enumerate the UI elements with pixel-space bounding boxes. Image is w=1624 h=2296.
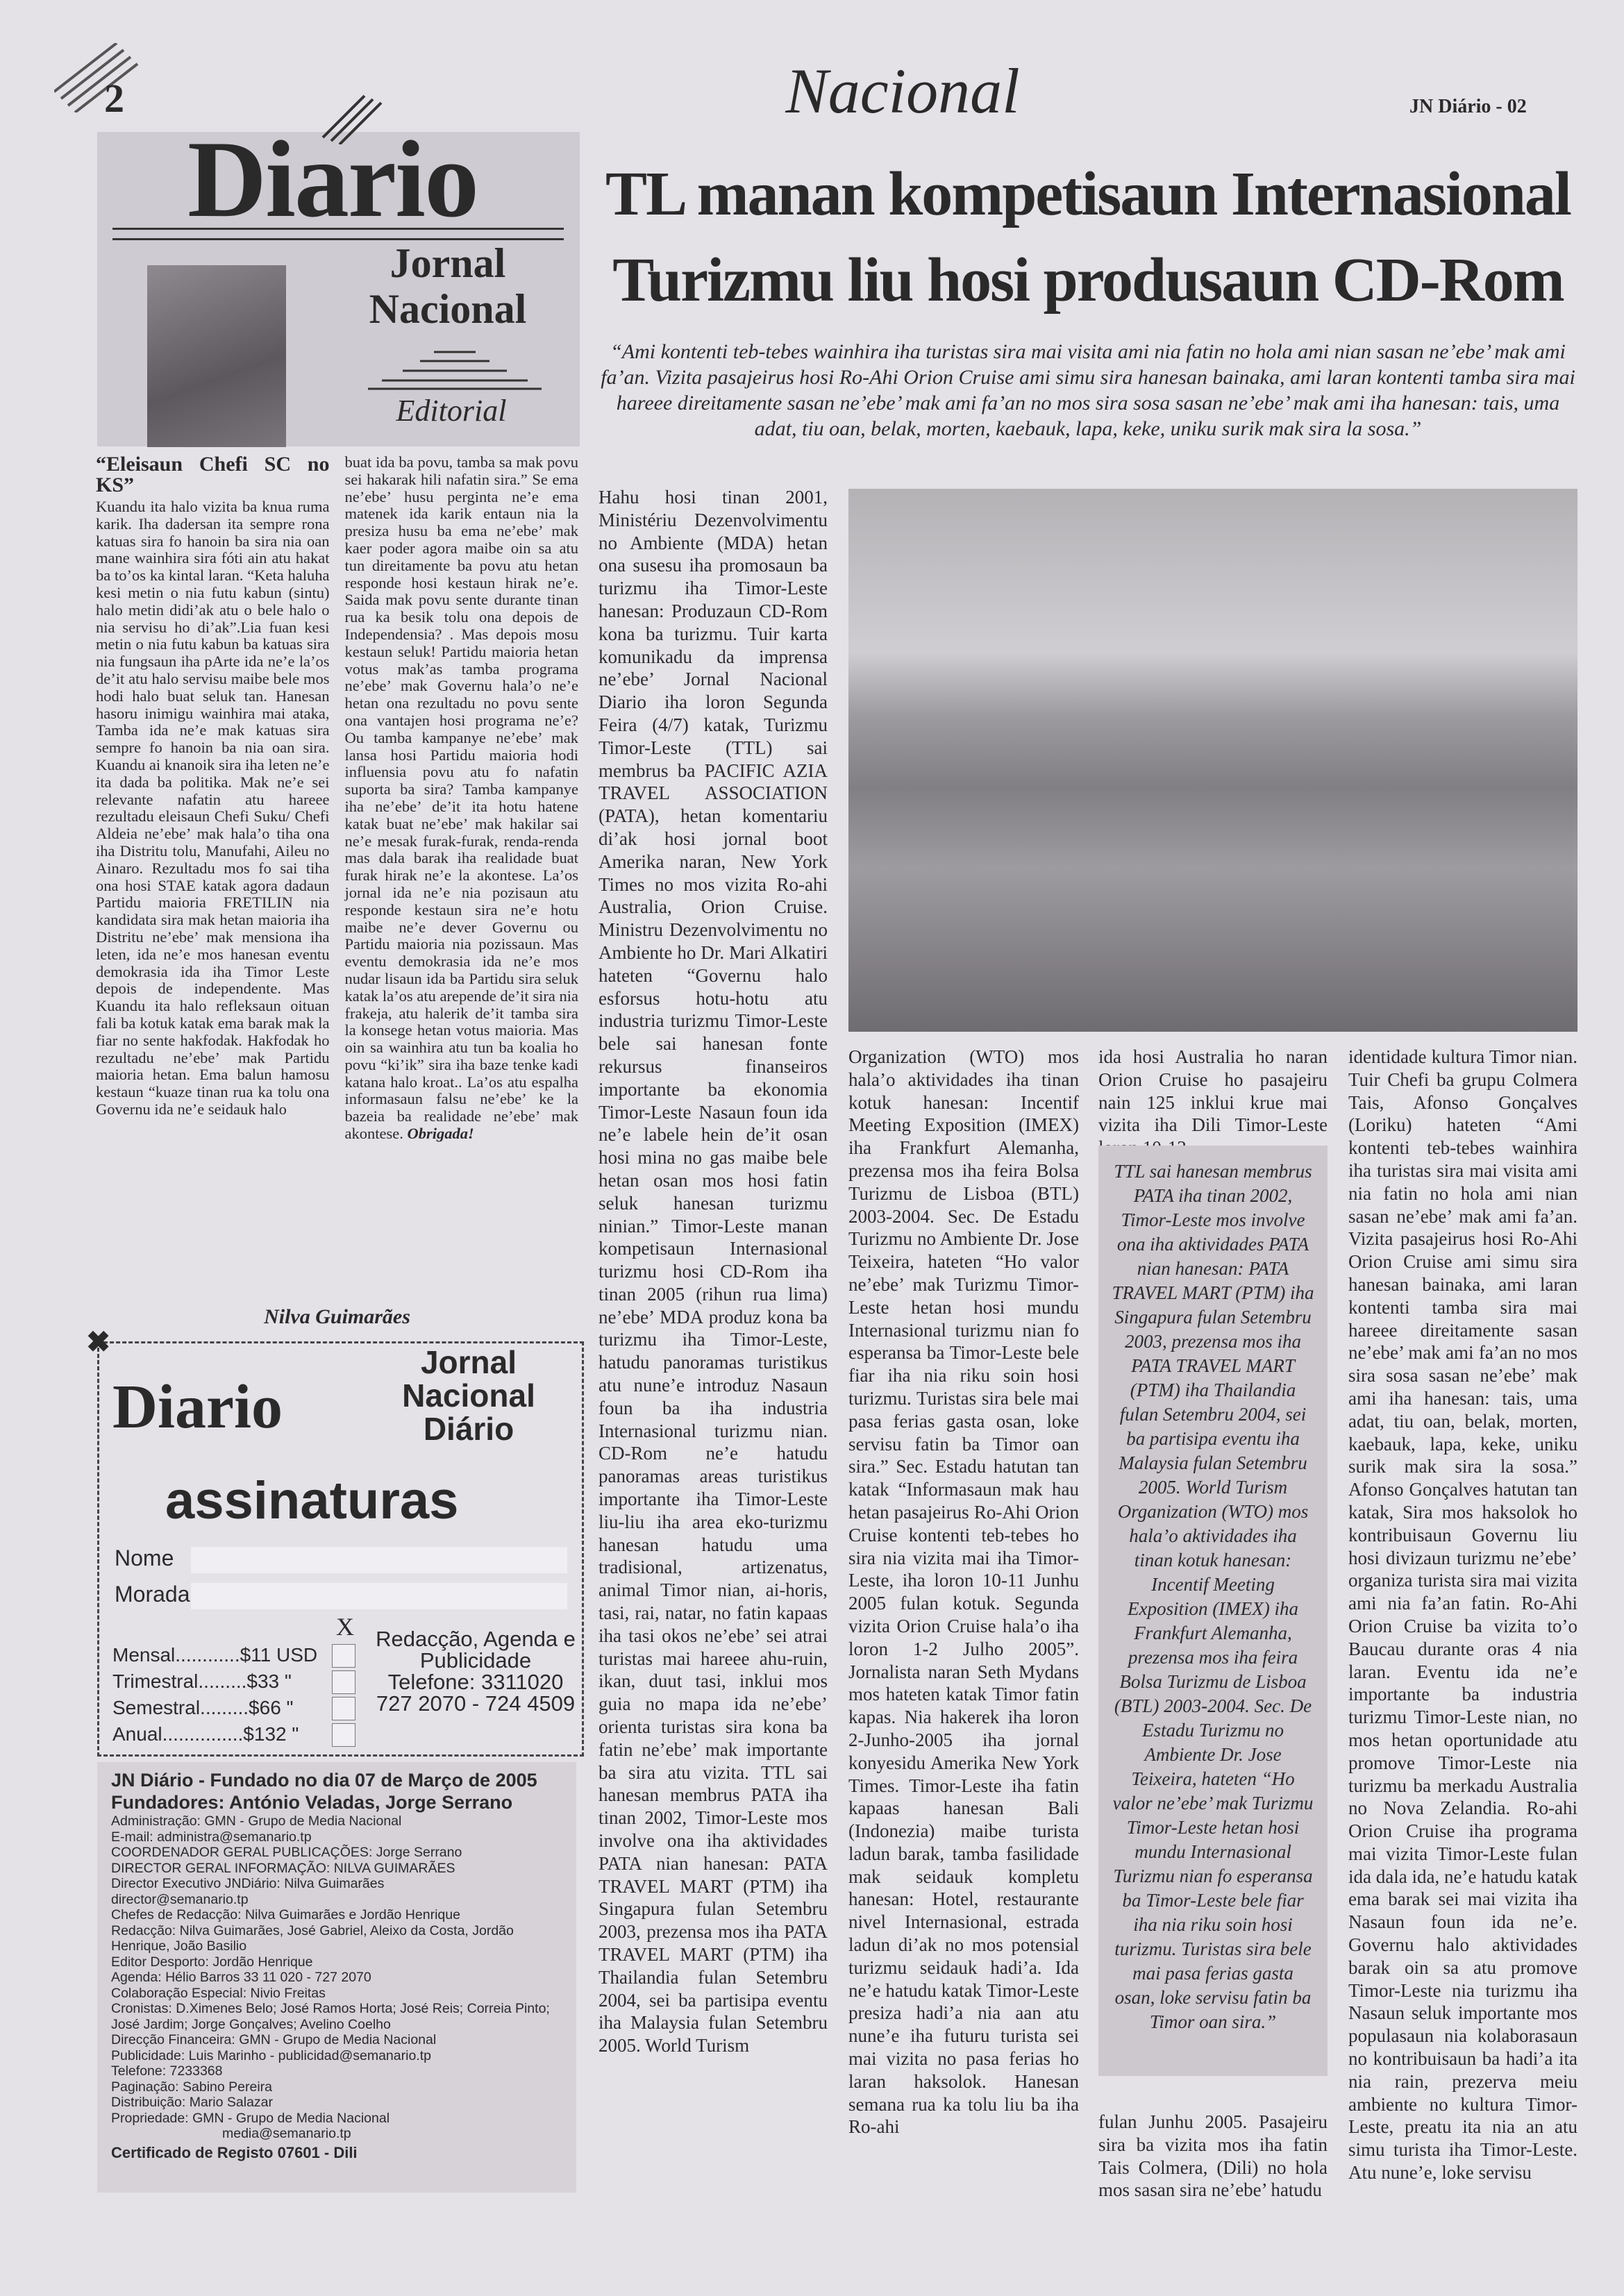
- credits-line: Publicidade: Luis Marinho - publicidad@semanario.tp: [111, 2047, 431, 2063]
- address-field[interactable]: [191, 1583, 567, 1609]
- credits-line: Administração: GMN - Grupo de Media Nacional: [111, 1813, 402, 1829]
- section-title: Nacional: [785, 56, 1020, 126]
- article-column-1: Hahu hosi tinan 2001, Ministériu Dezenvolvimentu no Ambiente (MDA) hetan ona susesu iha promosaun ba turizmu iha Timor-Leste hanesan: Produzaun CD-Rom kona ba turizmu. Tuir karta komunikadu da imprensa ne’ebe’ Jornal Nacional Diario iha loron Segunda Feira (4/7) katak, Turizmu Timor-Leste (TTL) sai membrus ba PACIFIC AZIA TRAVEL ASSOCIATION (PATA), hetan komentariu di’ak hosi jornal boot Amerika naran, New York Times no mos vizita Ro-ahi Australia, Orion Cruise. Ministru Dezenvolvimentu no Ambiente ho Dr. Mari Alkatiri hateten “Governu halo esforsus hotu-hotu atu industria turizmu Timor-Leste bele sai hanesan fonte rekursus finanseiros importante ba ekonomia Timor-Leste Nasaun foun ida ne’e labele hein de’it osan hosi mina no gas maibe bele hetan osan mos hosi fatin seluk hanesan turizmu ninian.” Timor-Leste manan kompetisaun Internasional turizmu hosi CD-Rom iha tinan 2005 (rihun rua lima) ne’ebe’ MDA produz kona ba turizmu iha Timor-Leste, hatudu panoramas turistikus atu nune’e introduz Nasaun foun ba iha industria Internasional turizmu nian. CD-Rom ne’e hatudu panoramas areas turistikus importante iha Timor-Leste liu-liu iha area eko-turizmu hanesan hatudu uma tradisional, artizenatus, animal Timor nian, ai-horis, tasi, rai, natar, no fatin kapaas iha tasi okos ne’ebe’ sei atrai turistas mai hareee ahu-ruin, ikan, duut tasi, inklui mos guia no mapa ida ne’ebe’ orienta turistas sira kona ba fatin ne’ebe’ mak importante ba sira atu vizita. TTL sai hanesan membrus PATA iha tinan 2002, Timor-Leste mos involve ona iha aktividades PATA nian hanesan: PATA TRAVEL MART (PTM) iha Singapura fulan Setembru 2003, prezensa mos iha PATA TRAVEL MART (PTM) iha Thailandia fulan Setembru 2004, sei ba partisipa eventu iha Malaysia fulan Setembru 2005. World Turism: [598, 487, 828, 2056]
- credits-line: Distribuição: Mario Salazar: [111, 2095, 274, 2110]
- page-reference: JN Diário - 02: [1409, 96, 1527, 117]
- price-annual: Anual...............$132 ": [112, 1723, 299, 1745]
- credits-line: Direcção Financeira: GMN - Grupo de Media Nacional: [111, 2032, 437, 2047]
- editorial-label: Editorial: [396, 394, 507, 428]
- masthead-credits: [97, 1762, 576, 2193]
- article-headline: [598, 151, 1577, 324]
- pull-quote-sidebar: TTL sai hanesan membrus PATA iha tinan 2002, Timor-Leste mos involve ona iha aktividades PATA nian hanesan: PATA TRAVEL MART (PTM) iha Singapura fulan Setembru 2003, prezensa mos iha PATA TRAVEL MART (PTM) iha Thailandia fulan Setembru 2004, sei ba partisipa eventu iha Malaysia fulan Setembru 2005. World Turism Organization (WTO) mos hala’o aktividades iha tinan kotuk hanesan: Incentif Meeting Exposition (IMEX) iha Frankfurt Alemanha, prezensa mos iha feira Bolsa Turizmu de Lisboa (BTL) 2003-2004. Sec. De Estadu Turizmu no Ambiente Dr. Jose Teixeira, hateten “Ho valor ne’ebe’ mak Turizmu Timor-Leste hetan hosi mundu Internasional Turizmu nian fo esperansa ba Timor-Leste bele fiar iha nia riku soin hosi turizmu. Turistas sira bele mai pasa ferias gasta osan, loke servisu fatin ba Timor oan sira.”: [1098, 1146, 1328, 2076]
- x-mark: X: [336, 1613, 354, 1641]
- subscription-masthead: Jornal Nacional Diário: [402, 1344, 535, 1447]
- credits-line: COORDENADOR GERAL PUBLICAÇÕES: Jorge Serrano: [111, 1845, 462, 1860]
- article-column-4: identidade kultura Timor nian. Tuir Chefi ba grupu Colmera Tais, Afonso Gonçalves (Loriku) hateten “Ami kontenti teb-tebes wainhira iha turistas sira mai visita ami nia fatin no hola ami nian sasan ne’ebe’ mak ami fa’an. Vizita pasajeirus hosi Ro-Ahi Orion Cruise ami simu sira hanesan bainaka, ami laran kontenti tamba sira mai hareee direitamente sasan ne’ebe’ mak ami fa’an no mos sira sosa sasan ne’ebe’ mak ami iha hanesan: tais, uma adat, tiu oan, belak, morten, kaebauk, lapa, keke, uniku surik mak sira la sosa.” Afonso Gonçalves hatutan tan katak, Sira mos haksolok ho kontribuisaun Governu liu hosi divizaun turizmu ne’ebe’ organiza turista sira mai vizita ami nia fa’an fatin. Ro-Ahi Orion Cruise ba vizita to’o Baucau durante oras 4 nia laran. Eventu ida ne’e importante ba industria turizmu Timor-Leste nian, no mos hetan oportunidade atu promove Timor-Leste nia turizmu ba merkadu Australia no Nova Zelandia. Ro-ahi Orion Cruise iha programa mai vizita Timor-Leste fulan ida dala ida, ne’e hatudu katak ema barak sei mai vizita iha Nasaun foun ida ne’e. Governu halo aktividades barak oin sa atu promove Timor-Leste nia turizmu iha Nasaun seluk importante mos populasaun nia kolaborasaun no kontribuisaun ba hadi’a ita nia rain, prezerva meiu ambiente no kultura Timor-Leste, preatu ita nia an atu simu turista iha Timor-Leste. Atu nune’e, loke servisu: [1348, 1046, 1577, 2184]
- checkbox-annual[interactable]: [332, 1723, 355, 1747]
- masthead-nacional: Nacional: [369, 286, 527, 332]
- article-column-3: ida hosi Australia ho naran Orion Cruise ho pasajeiru nain 125 inklui krue mai vizita iha Dili Timor-Leste: [1098, 1046, 1328, 1136]
- headline-line-1: TL manan kompetisaun Internasional: [605, 160, 1571, 228]
- name-label: Nome: [115, 1545, 174, 1570]
- author-photo: [147, 265, 286, 447]
- credits-line: DIRECTOR GERAL INFORMAÇÃO: NILVA GUIMARÃES: [111, 1860, 455, 1876]
- address-label: Morada: [115, 1582, 190, 1607]
- credits-certificate: Certificado de Registo 07601 - Dili: [111, 2143, 358, 2161]
- credits-line: Telefone: 7233368: [111, 2063, 223, 2079]
- scissors-icon: ✖: [86, 1327, 111, 1359]
- credits-line: Director Executivo JNDiário: Nilva Guimarães: [111, 1876, 385, 1891]
- editorial-paragraph-1: Kuandu ita halo vizita ba knua ruma karik. Iha dadersan ita sempre rona katuas sira fo hanoin ba sira nia oan mane wainhira sira fóti ain atu hakat ba to’os ka kintal laran. “Keta haluha kesi metin o nia futu kabun (sintu) halo metin didi’ak atu o bele halo o nia servisu ho di’ak”.Lia fuan kesi metin o nia futu kabun ba katuas sira nia fungsaun iha pArte ida ne’e la’os de’it atu halo servisu maibe bele mos hodi halo buat seluk tan. Hanesan hasoru inimigu wainhira mai ataka, Tamba ida ne’e mak katuas sira sempre fo hanoin ba nia oan sira. Kuandu ai knanoik sira iha leten ne’e ita dada ba politika. Mak ne’e sei relevante nafatin atu hareee rezultadu eleisaun Chefi Suku/ Chefi Aldeia ne’ebe’ mak hala’o tiha ona iha Distritu tolu, Manufahi, Aileu no Ainaro. Rezultadu mos fo sai tiha ona hosi STAE katak agora dadaun Partidu maioria FRETILIN nia kandidata sira mak hetan maioria iha Distritu ne’ebe’ mak mensiona iha leten, ida ne’e mos hanesan eventu demokrasia ida iha Timor Leste depois de independente. Mas Kuandu ita halo refleksaun oituan fali ba kotuk katak ema barak mak la fiar no sente hakfodak. Hakfodak ho rezultadu ne’ebe’ mak Partidu maioria hetan. Ema balun hamosu kestaun “kuaze tinan rua ka tolu ona Governu ida ne’e seidauk halo: [96, 498, 330, 1118]
- checkbox-semester[interactable]: [332, 1697, 355, 1720]
- price-semester: Semestral.........$66 ": [112, 1697, 294, 1718]
- checkbox-monthly[interactable]: [332, 1644, 355, 1668]
- checkbox-quarterly[interactable]: [332, 1670, 355, 1694]
- credits-line: Redacção: Nilva Guimarães, José Gabriel, Aleixo da Costa, Jordão Henrique, João Basilio: [111, 1922, 514, 1954]
- credits-line: Chefes de Redacção: Nilva Guimarães e Jordão Henrique: [111, 1907, 460, 1922]
- price-monthly: Mensal............$11 USD: [112, 1644, 318, 1666]
- masthead-jornal: Jornal: [390, 240, 506, 286]
- beach-photo: [848, 489, 1577, 1032]
- page-number: 2: [104, 76, 124, 121]
- divider: [112, 228, 564, 240]
- headline-line-2: Turizmu liu hosi produsaun CD-Rom: [612, 246, 1564, 315]
- subscription-title: assinaturas: [165, 1471, 459, 1530]
- name-field[interactable]: [191, 1547, 567, 1573]
- credits-line: Colaboração Especial: Nivio Freitas: [111, 1985, 326, 2001]
- credits-line: Cronistas: D.Ximenes Belo; José Ramos Horta; José Reis; Correia Pinto; José Jardim; Jorge Gonçalves; Avelino Coelho: [111, 2001, 550, 2032]
- credits-line: director@semanario.tp: [111, 1891, 249, 1907]
- editorial-author: Nilva Guimarães: [264, 1305, 410, 1328]
- editorial-paragraph-2: buat ida ba povu, tamba sa mak povu sei hakarak hili nafatin sira.” Se ema ne’ebe’ husu perginta ne’e ema matenek ida karik entaun nia la presiza husu ba ema ne’ebe’ mak kaer poder agora maibe oin sa atu tun direitamente ba povu atu hetan responde hosi kestaun hirak ne’e. Saida mak povu sente durante tinan rua ka besik tolu ona depois de Independensia? . Mas depois mosu kestaun seluk! Partidu maioria hetan votus mak’as tamba programa ne’ebe’ mak Governu hala’o ne’e hetan ona rezultadu no povu sente ona vantajen hosi programa ne’e? Ou tamba kampanye ne’ebe’ mak lansa hosi Partidu maioria hodi influensia povu atu fo nafatin suporta ba sira? Tamba kampanye iha ne’ebe’ de’it ita hotu hatene katak buat ne’ebe’ mak hakilar sai ne’e mesak furak-furak, renda-renda mas dala barak iha realidade buat furak hirak ne’e la akontese. La’os jornal ida ne’e nia pozisaun atu responde kestaun sira ne’e hotu maibe ne’e dever Governu ou Partidu maioria nia pozissaun. Mas eventu demokrasia ida ne’e mos nudar lisaun ida ba Partidu sira seluk katak la’os atu arepende de’it sira nia frakeja, atu halerik de’it tamba sira la konsege hetan votus maioria. Mas oin sa wainhira atu tun ba koalia ho povu “ki’ik” sira iha baze tenke kadi katana halo kroat.. La’os atu espalha informasaun falsu ne’ebe’ ke la bazeia ba realidade ne’ebe’ mak akontese.: [344, 453, 578, 1143]
- subscription-contact: Redacção, Agenda e Publicidade Telefone: 3311020 727 2070 - 724 4509: [376, 1627, 576, 1716]
- editorial-signoff: Obrigada!: [407, 1125, 474, 1143]
- credits-line: Propriedade: GMN - Grupo de Media Nacional: [111, 2110, 390, 2126]
- credits-founders: Fundadores: António Veladas, Jorge Serrano: [111, 1792, 513, 1813]
- price-quarterly: Trimestral.........$33 ": [112, 1670, 292, 1692]
- credits-line: media@semanario.tp: [222, 2126, 351, 2141]
- subscription-brand: Diario: [112, 1373, 283, 1441]
- credits-line: E-mail: administra@semanario.tp: [111, 1829, 312, 1845]
- article-deck: “Ami kontenti teb-tebes wainhira iha turistas sira mai visita ami nia fatin no hola ami nian sasan ne’ebe’ mak ami fa’an. Vizita pasajeirus hosi Ro-Ahi Orion Cruise ami simu sira hanesan bainaka, ami laran kontenti tamba sira mai hareee direitamente sasan ne’ebe’ mak ami fa’an no mos sira sosa sasan ne’ebe’ mak ami iha hanesan: tais, uma adat, tiu oan, belak, morten, kaebauk, lapa, keke, uniku surik mak sira la sosa.”: [601, 340, 1575, 440]
- editorial-body: [96, 454, 578, 1143]
- credits-line: Paginação: Sabino Pereira: [111, 2079, 272, 2095]
- article-column-2: Organization (WTO) mos hala’o aktividades iha tinan kotuk hanesan: Incentif Meeting Exposition (IMEX) iha Frankfurt Alemanha, prezensa mos iha feira Bolsa Turizmu de Lisboa (BTL) 2003-2004. Sec. De Estadu Turizmu no Ambiente Dr. Jose Teixeira, hateten “Ho valor ne’ebe’ mak Turizmu Timor-Leste hetan hosi mundu Internasional turizmu nian fo esperansa ba Timor-Leste bele fiar iha nia riku soin hosi turizmu. Turistas sira bele mai pasa ferias gasta osan, loke servisu fatin ba Timor oan sira.” Sec. Estadu hatutan tan katak “Informasaun mak hau hetan pasajeirus Ro-Ahi Orion Cruise kontenti teb-tebes ho sira nia vizita mai iha Timor-Leste, iha loron 10-11 Junhu 2005 fulan kotuk. Segunda vizita Orion Cruise hala’o iha loron 1-2 Julho 2005”. Jornalista naran Seth Mydans mos hateten katak Timor fatin kapas. Nia hakerek iha loron 2-Junho-2005 iha jornal konyesidu Amerika New York Times. Timor-Leste iha fatin kapaas hanesan Bali (Indonezia) maibe turista ladun barak, tamba fasilidade mak seidauk kompletu hanesan: Hotel, restaurante nivel Internasional, estrada ladun di’ak no mos potensial turizmu seidauk hadi’a. Ida ne’e hatudu katak Timor-Leste presiza hadi’a nia aan atu nune’e iha futuru turista sei mai vizita no pasa ferias ho laran haksolok. Hanesan semana rua ka tolu liu ba iha Ro-ahi: [848, 1046, 1079, 2138]
- editorial-brand: Diario: [187, 119, 478, 240]
- credits-founded: JN Diário - Fundado no dia 07 de Março de 2005: [111, 1770, 537, 1791]
- decorative-lines-icon: [368, 349, 542, 390]
- editorial-masthead: [326, 240, 569, 332]
- article-column-3-continued: fulan Junhu 2005. Pasajeiru sira ba vizita mos iha fatin Tais Colmera, (Dili) no hola mos sasan sira ne’ebe’ hatudu: [1098, 2111, 1328, 2201]
- editorial-title: “Eleisaun Chefi SC no KS”: [96, 453, 330, 496]
- credits-line: Editor Desporto: Jordão Henrique: [111, 1954, 313, 1970]
- credits-line: Agenda: Hélio Barros 33 11 020 - 727 2070: [111, 1970, 371, 1985]
